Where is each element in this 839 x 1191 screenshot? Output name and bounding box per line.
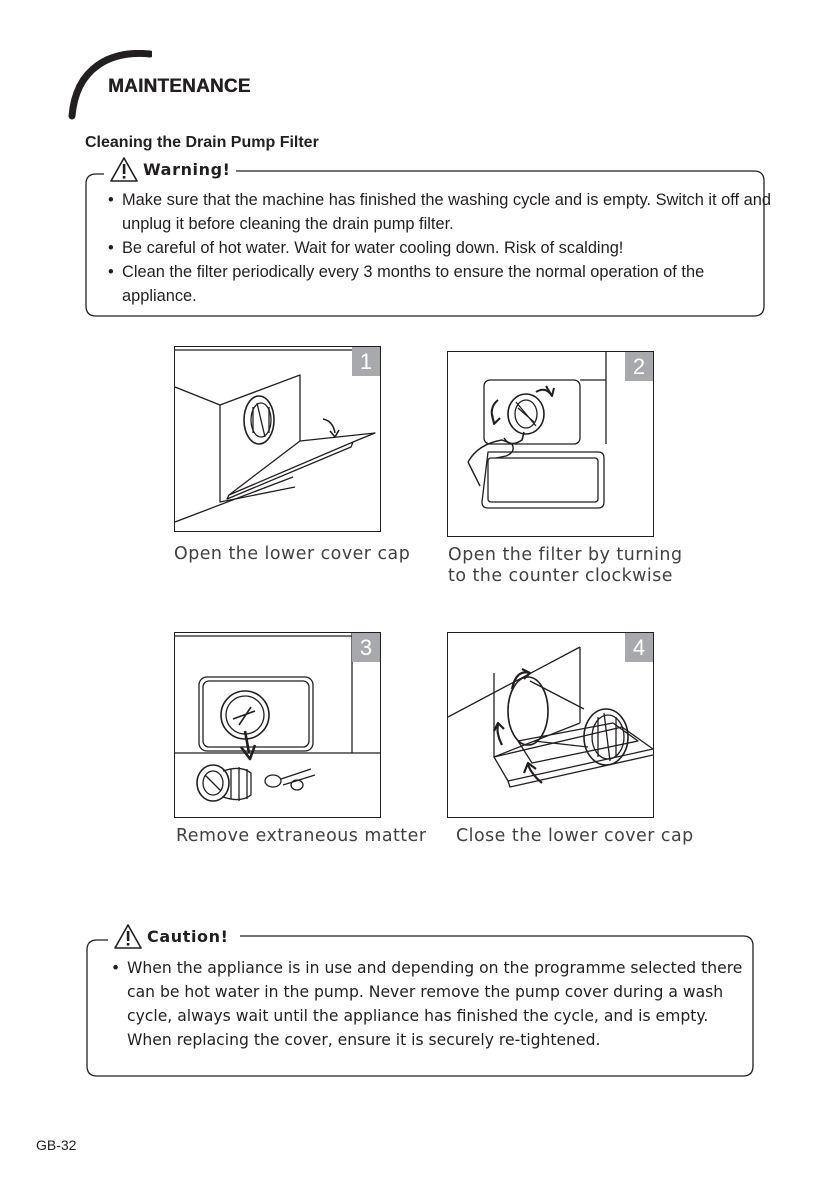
step-figure-3 <box>174 632 381 818</box>
section-header: MAINTENANCE <box>108 76 251 97</box>
remove-debris-illustration <box>175 633 380 817</box>
step-caption-4: Close the lower cover cap <box>456 826 694 846</box>
page-title: Cleaning the Drain Pump Filter <box>85 134 319 151</box>
warning-triangle-icon <box>113 923 143 950</box>
warning-triangle-icon <box>109 156 139 183</box>
step-figure-2 <box>447 351 654 537</box>
page-number: GB-32 <box>36 1137 77 1153</box>
step-caption-2: Open the filter by turning to the counter clockwise <box>448 545 683 586</box>
caution-heading <box>111 923 233 950</box>
warning-item: • Be careful of hot water. Wait for water cooling down. Risk of scalding! <box>86 236 776 260</box>
step-figure-4 <box>447 632 654 818</box>
warning-heading <box>107 156 235 183</box>
open-cover-illustration <box>175 347 380 531</box>
step-figure-1 <box>174 346 381 532</box>
warning-item: • Clean the filter periodically every 3 months to ensure the normal operation of the appliance. <box>86 260 776 308</box>
step-caption-3: Remove extraneous matter <box>176 826 427 846</box>
step-caption-1: Open the lower cover cap <box>174 544 411 564</box>
warning-item: • Make sure that the machine has finished the washing cycle and is empty. Switch it off and unplug it before cleaning the drain pump filter. <box>86 188 776 236</box>
warning-heading-label: Warning! <box>143 160 231 179</box>
step-number-badge: 1 <box>352 347 380 376</box>
caution-heading-label: Caution! <box>147 927 229 946</box>
warning-list <box>86 188 776 308</box>
caution-list <box>95 956 755 1052</box>
close-cover-illustration <box>448 633 653 817</box>
step-number-badge: 3 <box>352 633 380 662</box>
step-number-badge: 2 <box>625 352 653 381</box>
unscrew-filter-illustration <box>448 352 653 536</box>
step-number-badge: 4 <box>625 633 653 662</box>
caution-item: • When the appliance is in use and depending on the programme selected there can be hot water in the pump. Never remove the pump cover during a wash cycle, always wait until the appliance has finished the cycle, and is empty. When replacing the cover, ensure it is securely re-tightened. <box>95 956 755 1052</box>
